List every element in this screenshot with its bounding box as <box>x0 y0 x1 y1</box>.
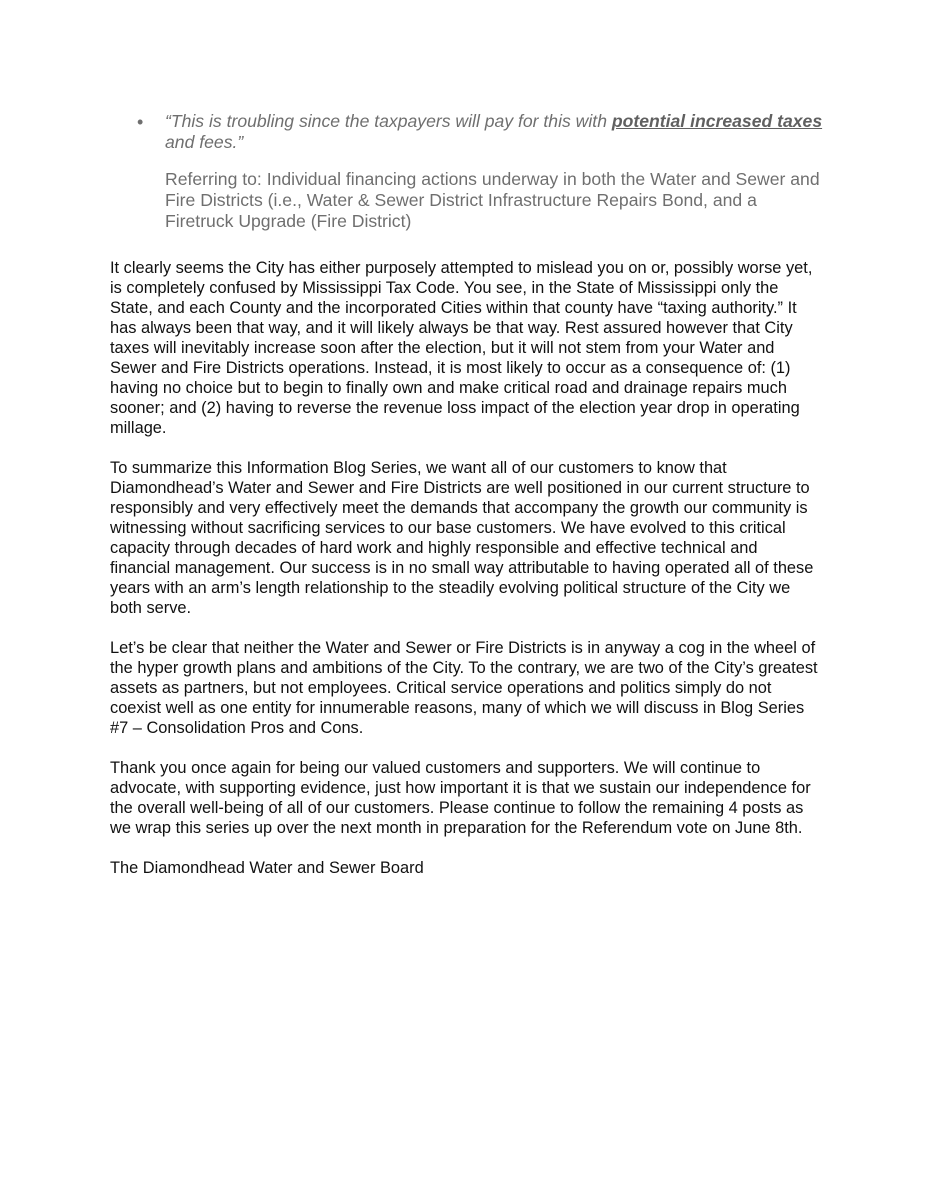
signature: The Diamondhead Water and Sewer Board <box>110 859 424 877</box>
letter-body <box>110 258 822 898</box>
paragraph-thank-you: Thank you once again for being our valued customers and supporters. We will continue to advocate, with supporting evidence, just how important it is that we sustain our independence for the overall well-being of all of our customers. Please continue to follow the remaining 4 posts as we wrap this series up over the next month in preparation for the Referendum vote on June 8th. <box>110 759 811 837</box>
bullet-marker: • <box>137 112 144 132</box>
paragraph-consolidation: Let’s be clear that neither the Water and Sewer or Fire Districts is in anyway a cog in the wheel of the hyper growth plans and ambitions of the City. To the contrary, we are two of the City’s greatest assets as partners, but not employees. Critical service operations and politics simply do not coexist well as one entity for innumerable reasons, many of which we will discuss in Blog Series #7 – Consolidation Pros and Cons. <box>110 639 818 737</box>
paragraph-taxing-authority: It clearly seems the City has either purposely attempted to mislead you on or, possibly worse yet, is completely confused by Mississippi Tax Code. You see, in the State of Mississippi only the State, and each County and the incorporated Cities within that county have “taxing authority.” It has always been that way, and it will likely always be that way. Rest assured however that City taxes will inevitably increase soon after the election, but it will not stem from your Water and Sewer and Fire Districts operations. Instead, it is most likely to occur as a consequence of: (1) having no choice but to begin to finally own and make critical road and drainage repairs much sooner; and (2) having to reverse the revenue loss impact of the election year drop in operating millage. <box>110 259 813 437</box>
quoted-claim-bullet <box>137 111 827 232</box>
quote-emphasis: potential increased taxes <box>611 111 823 131</box>
quoted-claim <box>165 111 827 153</box>
referring-note: Referring to: Individual financing actions underway in both the Water and Sewer and Fire Districts (i.e., Water & Sewer District Infrastructure Repairs Bond, and a Firetruck Upgrade (Fire District) <box>165 169 820 231</box>
quote-text-start: “This is troubling since the taxpayers will pay for this with <box>165 111 612 131</box>
paragraph-summary: To summarize this Information Blog Series, we want all of our customers to know that Diamondhead’s Water and Sewer and Fire Districts are well positioned in our current structure to responsibly and very effectively meet the demands that accompany the growth our community is witnessing without sacrificing services to our base customers. We have evolved to this critical capacity through decades of hard work and highly responsible and effective technical and financial management. Our success is in no small way attributable to having operated all of these years with an arm’s length relationship to the steadily evolving political structure of the City we both serve. <box>110 459 814 617</box>
quote-text-end: and fees.” <box>165 132 244 152</box>
